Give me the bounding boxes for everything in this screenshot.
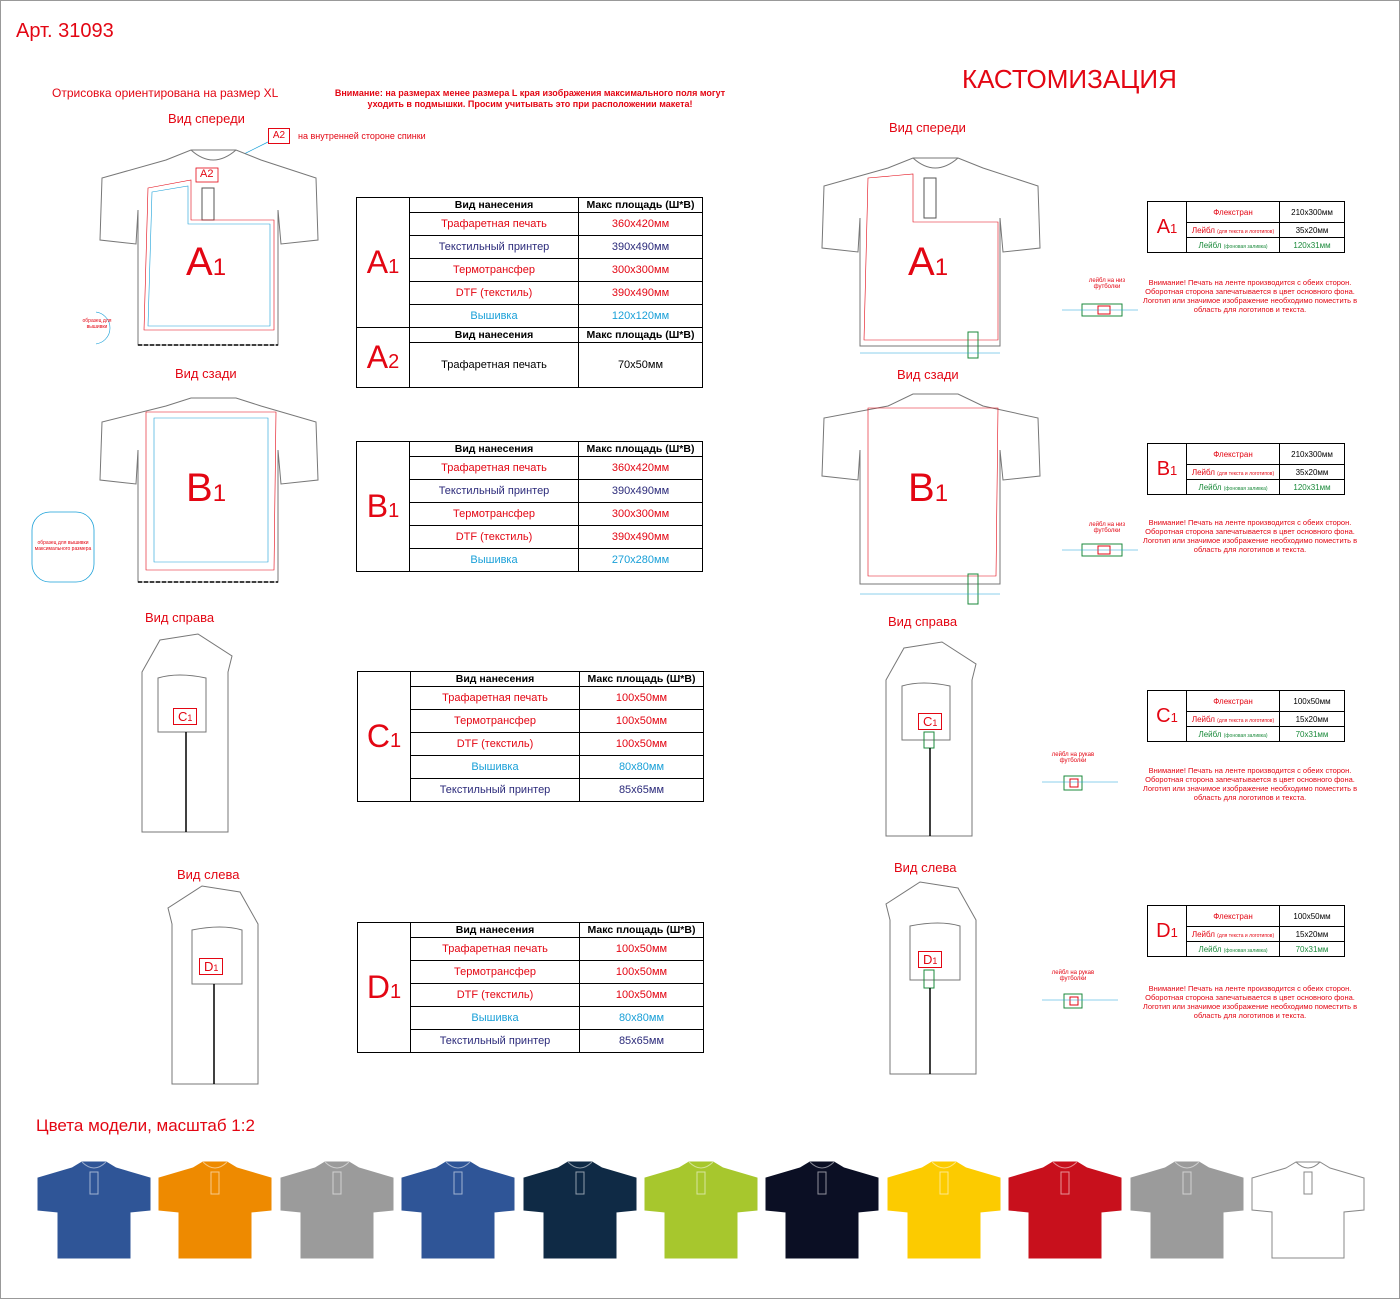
table-header-method: Вид нанесения [410,442,579,457]
custom-cell-label2: Лейбл (фоновая заливка) [1187,727,1280,742]
collar-sample-note: образец для вышивки [82,318,112,330]
table-header-area: Макс площадь (Ш*В) [579,198,703,213]
table-cell-area: 100x50мм [580,710,704,733]
a2-shirt-label: A2 [200,168,214,180]
table-cell-area: 80x80мм [580,1007,704,1030]
custom-view-label-right: Вид справа [888,614,958,629]
custom-cell-label2-area: 120x31мм [1280,238,1345,253]
custom-cell-label1: Лейбл (для текста и логотипов) [1187,712,1280,727]
label-diagram-a1-graphic [1060,294,1140,324]
size-note: Отрисовка ориентирована на размер XL [52,86,279,100]
table-cell-area: 85x65мм [580,1030,704,1053]
table-zone-d1: D1 [358,923,411,1053]
zone-c1-label-right: C1 [173,708,197,725]
custom-cell-label2-area: 120x31мм [1280,480,1345,495]
view-label-left: Вид слева [177,867,240,882]
color-swatch[interactable] [522,1160,638,1260]
label-diagram-b1-graphic [1060,538,1140,568]
zone-b1-label-back: B1 [186,466,227,510]
table-cell-area: 390x490мм [579,236,703,259]
custom-cell-label2: Лейбл (фоновая заливка) [1187,480,1280,495]
shirt-left-diagram [162,884,262,1089]
table-cell-area: 100x50мм [580,733,704,756]
color-swatch[interactable] [157,1160,273,1260]
custom-cell-flex-area: 100x50мм [1280,906,1345,927]
custom-table-c1 [1147,690,1345,742]
custom-table-b1 [1147,443,1345,495]
custom-zone-a1-label: A1 [908,240,949,284]
colors-title: Цвета модели, масштаб 1:2 [36,1116,255,1135]
shirt-right-diagram [138,632,238,837]
label-diagram-d1-graphic [1040,986,1120,1016]
table-cell-method: DTF (текстиль) [411,733,580,756]
custom-cell-label1-area: 35x20мм [1280,223,1345,238]
table-cell-method: Трафаретная печать [410,457,579,480]
custom-cell-flex: Флекстран [1187,202,1280,223]
table-cell-area: 270x280мм [579,549,703,572]
table-a1-a2 [356,197,703,388]
custom-cell-label2-area: 70x31мм [1280,942,1345,957]
custom-cell-label2: Лейбл (фоновая заливка) [1187,942,1280,957]
table-zone-b1: B1 [357,442,410,572]
table-cell-method: Текстильный принтер [410,480,579,503]
custom-cell-flex-area: 210x300мм [1280,202,1345,223]
table-cell-method: Текстильный принтер [411,779,580,802]
color-swatch[interactable] [36,1160,152,1260]
table-zone-a2: A2 [357,328,410,388]
zone-a1-label-front: A1 [186,240,227,284]
view-label-front: Вид спереди [168,111,245,126]
table-cell-area: 85x65мм [580,779,704,802]
custom-shirt-right-diagram [882,640,982,840]
table-cell-method: Термотрансфер [410,259,579,282]
custom-view-label-back: Вид сзади [897,367,959,382]
table-cell-area: 100x50мм [580,687,704,710]
table-cell-method: Термотрансфер [411,961,580,984]
table-header-method: Вид нанесения [411,672,580,687]
custom-table-zone-d1: D1 [1148,906,1187,957]
custom-view-label-left: Вид слева [894,860,957,875]
label-diagram-c1: лейбл на рукав футболки [1051,752,1095,764]
table-cell-area: 70x50мм [579,343,703,388]
table-zone-a1: A1 [357,198,410,328]
custom-cell-flex: Флекстран [1187,906,1280,927]
table-cell-method: Трафаретная печать [410,213,579,236]
table-header-method: Вид нанесения [410,328,579,343]
a2-callout: A2 [268,128,290,144]
table-cell-method: Вышивка [411,1007,580,1030]
custom-table-zone-b1: B1 [1148,444,1187,495]
table-header-area: Макс площадь (Ш*В) [580,672,704,687]
table-header-area: Макс площадь (Ш*В) [580,923,704,938]
article-number: Арт. 31093 [16,20,114,42]
table-cell-method: Вышивка [411,756,580,779]
custom-cell-flex-area: 210x300мм [1280,444,1345,465]
warning-note: Внимание: на размерах менее размера L края изображения максимального поля могут уходить в подмышки. Просим учитывать это при расположении макета! [334,88,726,109]
table-cell-area: 300x300мм [579,259,703,282]
table-header-area: Макс площадь (Ш*В) [579,328,703,343]
table-cell-area: 360x420мм [579,457,703,480]
custom-warning-d1: Внимание! Печать на ленте производится с обеих сторон. Оборотная сторона запечатывается в цвет основного фона. Логотип или значимое изображение необходимо поместить в область для логотипов и текста. [1142,984,1358,1020]
table-cell-method: DTF (текстиль) [411,984,580,1007]
custom-cell-label1: Лейбл (для текста и логотипов) [1187,927,1280,942]
label-diagram-b1: лейбл на низ футболки [1088,522,1126,534]
custom-cell-flex: Флекстран [1187,691,1280,712]
table-cell-area: 390x490мм [579,526,703,549]
table-cell-area: 390x490мм [579,480,703,503]
custom-warning-a1: Внимание! Печать на ленте производится с обеих сторон. Оборотная сторона запечатывается в цвет основного фона. Логотип или значимое изображение необходимо поместить в область для логотипов и текста. [1142,278,1358,314]
custom-cell-label1: Лейбл (для текста и логотипов) [1187,465,1280,480]
label-diagram-d1: лейбл на рукав футболки [1051,970,1095,982]
table-header-method: Вид нанесения [411,923,580,938]
custom-table-zone-a1: A1 [1148,202,1187,253]
custom-cell-label1-area: 15x20мм [1280,712,1345,727]
table-header-area: Макс площадь (Ш*В) [579,442,703,457]
table-cell-method: Текстильный принтер [411,1030,580,1053]
color-swatch[interactable] [764,1160,880,1260]
back-sample-note: образец для вышивки максимального размера [34,540,92,552]
view-label-back: Вид сзади [175,366,237,381]
color-swatch[interactable] [643,1160,759,1260]
custom-zone-c1-label: C1 [918,713,942,730]
custom-cell-label2: Лейбл (фоновая заливка) [1187,238,1280,253]
custom-warning-b1: Внимание! Печать на ленте производится с обеих сторон. Оборотная сторона запечатывается в цвет основного фона. Логотип или значимое изображение необходимо поместить в область для логотипов и текста. [1142,518,1358,554]
custom-table-a1 [1147,201,1345,253]
table-cell-method: Трафаретная печать [411,687,580,710]
color-swatches [36,1160,1366,1260]
view-label-right: Вид справа [145,610,215,625]
zone-d1-label-left: D1 [199,958,223,975]
label-diagram-c1-graphic [1040,768,1120,798]
table-cell-area: 100x50мм [580,984,704,1007]
table-cell-area: 80x80мм [580,756,704,779]
table-b1 [356,441,703,572]
table-d1 [357,922,704,1053]
custom-cell-label1-area: 35x20мм [1280,465,1345,480]
table-cell-method: Трафаретная печать [411,938,580,961]
table-cell-method: Термотрансфер [410,503,579,526]
table-cell-method: Вышивка [410,549,579,572]
color-swatch[interactable] [1129,1160,1245,1260]
table-cell-area: 100x50мм [580,938,704,961]
table-zone-c1: C1 [358,672,411,802]
table-c1 [357,671,704,802]
table-cell-area: 390x490мм [579,282,703,305]
table-cell-method: Трафаретная печать [410,343,579,388]
table-cell-area: 100x50мм [580,961,704,984]
custom-warning-c1: Внимание! Печать на ленте производится с обеих сторон. Оборотная сторона запечатывается в цвет основного фона. Логотип или значимое изображение необходимо поместить в область для логотипов и текста. [1142,766,1358,802]
color-swatch[interactable] [1007,1160,1123,1260]
custom-cell-label1: Лейбл (для текста и логотипов) [1187,223,1280,238]
table-cell-method: Текстильный принтер [410,236,579,259]
custom-table-d1 [1147,905,1345,957]
color-swatch[interactable] [1250,1160,1366,1260]
custom-cell-flex-area: 100x50мм [1280,691,1345,712]
custom-view-label-front: Вид спереди [889,120,966,135]
custom-zone-b1-label: B1 [908,466,949,510]
custom-table-zone-c1: C1 [1148,691,1187,742]
table-cell-method: DTF (текстиль) [410,526,579,549]
custom-cell-flex: Флекстран [1187,444,1280,465]
custom-cell-label2-area: 70x31мм [1280,727,1345,742]
custom-shirt-left-diagram [880,880,980,1078]
custom-cell-label1-area: 15x20мм [1280,927,1345,942]
table-cell-area: 360x420мм [579,213,703,236]
color-swatch[interactable] [400,1160,516,1260]
table-cell-area: 300x300мм [579,503,703,526]
table-cell-area: 120x120мм [579,305,703,328]
custom-zone-d1-label: D1 [918,951,942,968]
table-cell-method: DTF (текстиль) [410,282,579,305]
customization-title: КАСТОМИЗАЦИЯ [962,64,1177,94]
a2-note: на внутренней стороне спинки [298,131,426,141]
color-swatch[interactable] [279,1160,395,1260]
table-header-method: Вид нанесения [410,198,579,213]
color-swatch[interactable] [886,1160,1002,1260]
table-cell-method: Вышивка [410,305,579,328]
table-cell-method: Термотрансфер [411,710,580,733]
label-diagram-a1: лейбл на низ футболки [1088,278,1126,290]
